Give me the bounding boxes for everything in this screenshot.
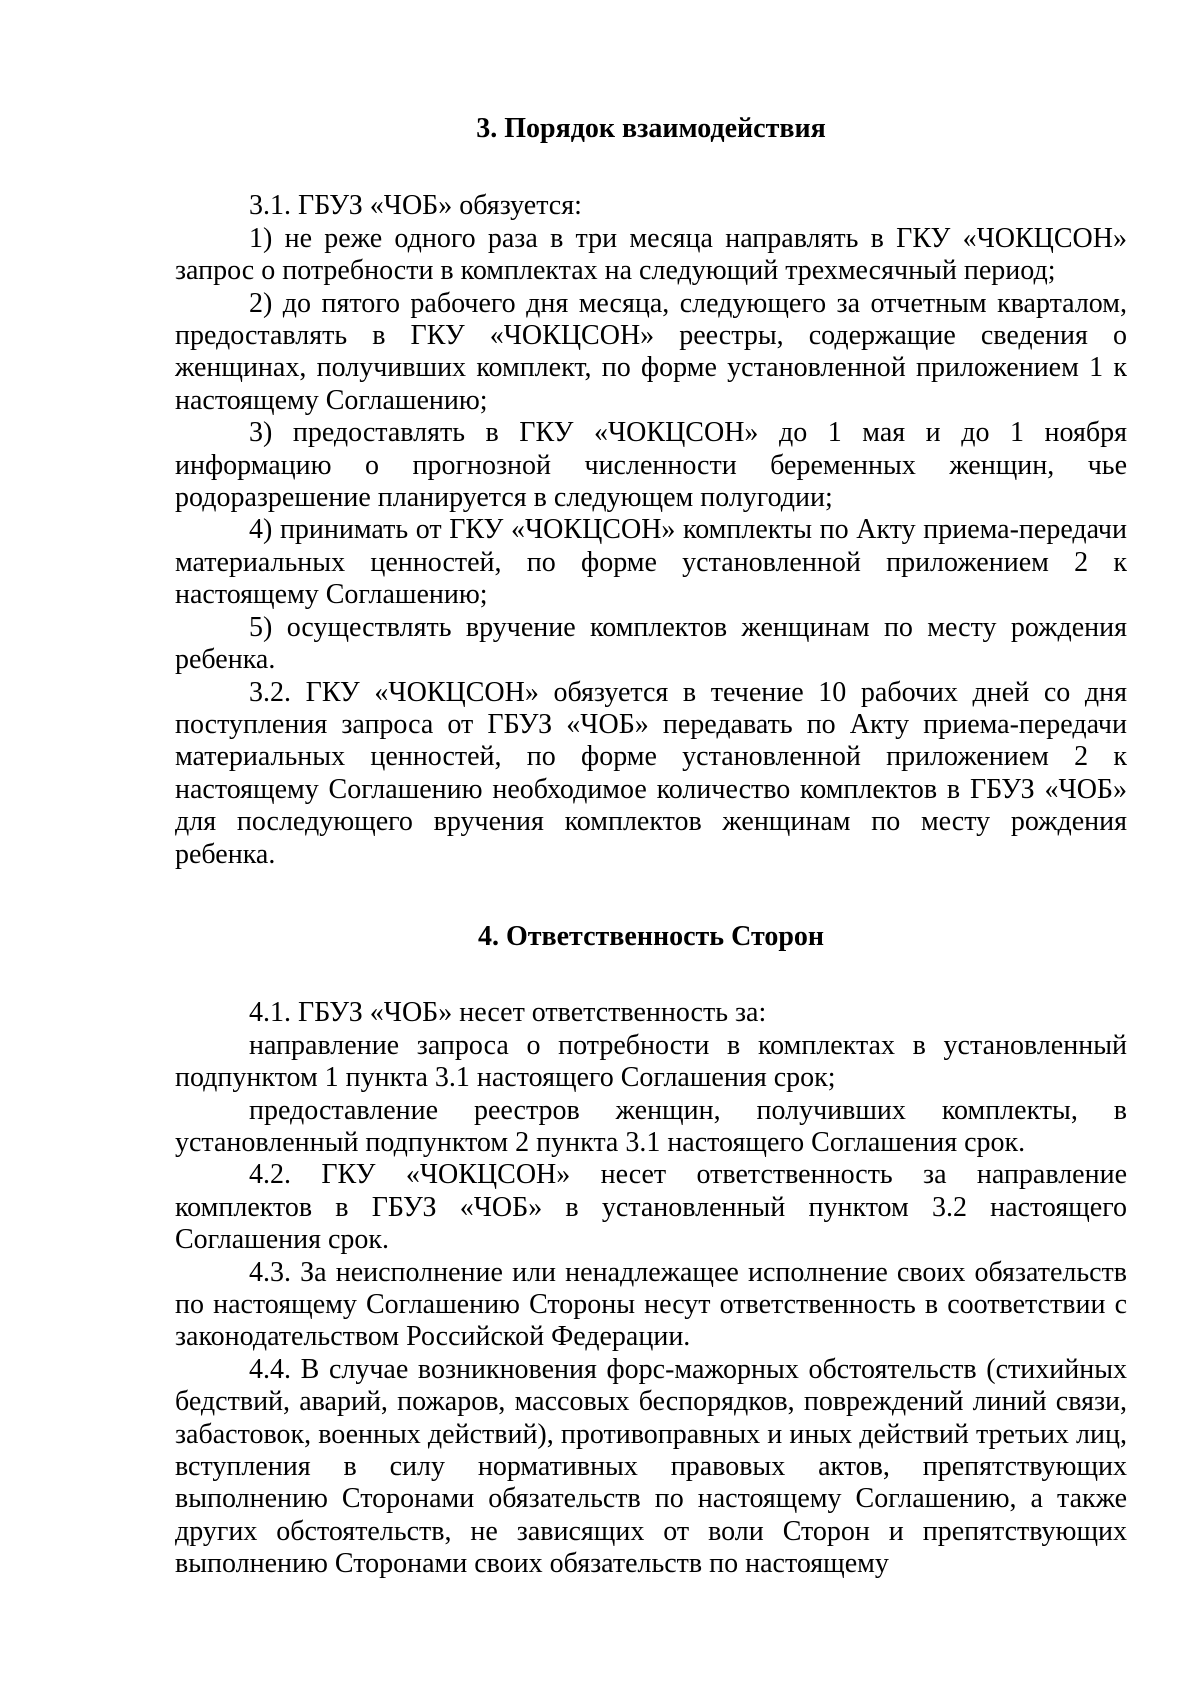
paragraph-3-1-2: 2) до пятого рабочего дня месяца, следующего за отчетным кварталом, предоставлять в ГКУ «ЧОКЦСОН» реестры, содержащие сведения о женщинах, получивших комплект, по форме установленной приложением 1 к настоящему Соглашению;	[175, 287, 1127, 416]
paragraph-4-2: 4.2. ГКУ «ЧОКЦСОН» несет ответственность за направление комплектов в ГБУЗ «ЧОБ» в установленный пунктом 3.2 настоящего Соглашения срок.	[175, 1159, 1127, 1256]
paragraph-3-2: 3.2. ГКУ «ЧОКЦСОН» обязуется в течение 10 рабочих дней со дня поступления запроса от ГБУЗ «ЧОБ» передавать по Акту приема-передачи материальных ценностей, по форме установленной приложением 2 к настоящему Соглашению необходимое количество комплектов в ГБУЗ «ЧОБ» для последующего вручения комплектов женщинам по месту рождения ребенка.	[175, 676, 1127, 870]
paragraph-3-1-4: 4) принимать от ГКУ «ЧОКЦСОН» комплекты по Акту приема-передачи материальных ценностей, по форме установленной приложением 2 к настоящему Соглашению;	[175, 514, 1127, 611]
document-content	[175, 113, 1127, 1581]
paragraph-3-1-5: 5) осуществлять вручение комплектов женщинам по месту рождения ребенка.	[175, 611, 1127, 676]
paragraph-4-1: 4.1. ГБУЗ «ЧОБ» несет ответственность за:	[249, 997, 767, 1029]
paragraph-3-1-3: 3) предоставлять в ГКУ «ЧОКЦСОН» до 1 мая и до 1 ноября информацию о прогнозной численности беременных женщин, чье родоразрешение планируется в следующем полугодии;	[175, 417, 1127, 514]
section-3-title: 3. Порядок взаимодействия	[476, 113, 826, 144]
paragraph-4-4: 4.4. В случае возникновения форс-мажорных обстоятельств (стихийных бедствий, аварий, пожаров, массовых беспорядков, повреждений линий связи, забастовок, военных действий), противоправных и иных действий третьих лиц, вступления в силу нормативных правовых актов, препятствующих выполнению Сторонами обязательств по настоящему Соглашению, а также других обстоятельств, не зависящих от воли Сторон и препятствующих выполнению Сторонами своих обязательств по настоящему	[175, 1353, 1127, 1580]
paragraph-3-1: 3.1. ГБУЗ «ЧОБ» обязуется:	[249, 190, 582, 222]
section-4-body	[175, 997, 1127, 1580]
section-3-body	[175, 190, 1127, 871]
paragraph-4-1-b: предоставление реестров женщин, получивших комплекты, в установленный подпунктом 2 пункта 3.1 настоящего Соглашения срок.	[175, 1094, 1127, 1158]
section-4-title: 4. Ответственность Сторон	[477, 920, 825, 952]
paragraph-3-1-1: 1) не реже одного раза в три месяца направлять в ГКУ «ЧОКЦСОН» запрос о потребности в комплектах на следующий трехмесячный период;	[175, 222, 1127, 287]
paragraph-4-1-a: направление запроса о потребности в комплектах в установленный подпунктом 1 пункта 3.1 настоящего Соглашения срок;	[175, 1029, 1127, 1094]
paragraph-4-3: 4.3. За неисполнение или ненадлежащее исполнение своих обязательств по настоящему Соглашению Стороны несут ответственность в соответствии с законодательством Российской Федерации.	[175, 1256, 1127, 1353]
